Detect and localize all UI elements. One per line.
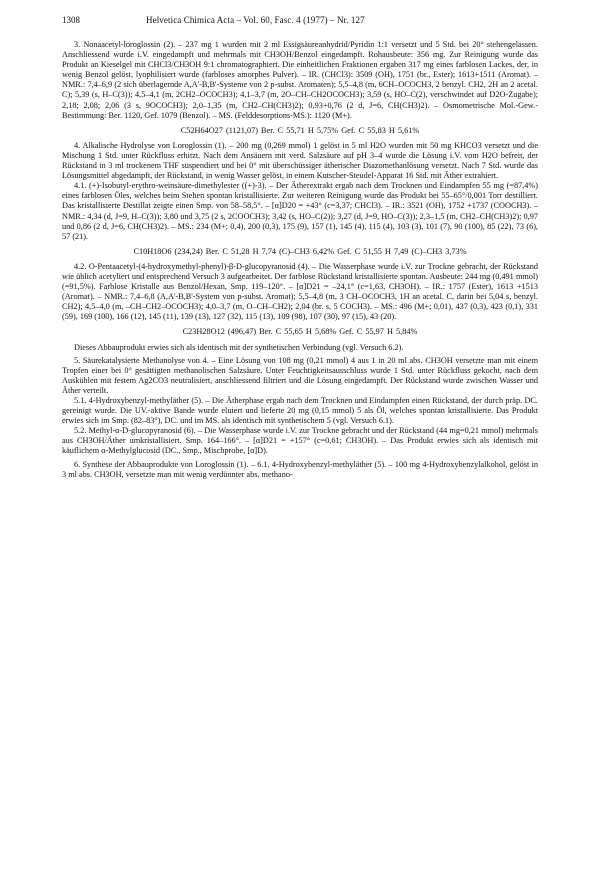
identity-note: Dieses Abbauprodukt erwies sich als identisch mit der synthetischen Verbindung (vgl. Versuch 6.2). bbox=[74, 342, 404, 352]
subsection-4-2: 4.2. O-Pentaacetyl-(4-hydroxymethyl-phenyl)-β-D-glucopyranosid (4). – Die Wasserphase wurde i.V. zur Trockne gebracht, der Rückstand wie üblich acetyliert und entsprechend Versuch 3 aufgearbeitet. Der farblose Rückstand kristallisierte spontan. Ausbeute: 244 mg (0,491 mmol) (=91,5%). Farblose Kristalle aus Benzol/Hexan, Smp. 119–120°. – [α]D21 = –24,1° (c=1,63, CH3OH). – IR.: 1757 (Ester), 1613 +1513 (Aromat). – NMR.: 7,4–6,8 (A,A'-B,B'-System von p-subst. Aromat); 5,5–4,8 (m, 3 CH–OCOCH3, 1H an acetal. C, darin bei 5,04 s, benzyl. CH2); 4,5–4,0 (m, –CH–CH2–OCOCH3); 4,0–3,7 (m, O–CH–CH2); 2,04 (br. s, 5 COCH3). – MS.: 496 (M+; 0,01), 437 (0,3), 423 (0,1), 331 (59), 169 (100), 166 (12), 145 (11), 139 (13), 127 (32), 115 (13), 109 (98), 107 (30), 97 (15), 43 (20). bbox=[62, 261, 538, 322]
elemental-analysis-1: C52H64O27 (1121,07) Ber. C 55,71 H 5,75% Gef. C 55,83 H 5,61% bbox=[180, 125, 420, 135]
page-number: 1308 bbox=[62, 15, 80, 25]
section-5-methanolysis: 5. Säurekatalysierte Methanolyse von 4. – Eine Lösung von 108 mg (0,21 mmol) 4 aus 1 in 20 ml abs. CH3OH versetzte man mit einem Tropfen einer bei 0° gesättigten methanolischen Salzsäure. Unter Feuchtigkeitsausschluss wurde 1 Std. unter Rückfluss gekocht, nach dem Auskühlen mit festem Ag2CO3 neutralisiert, anschliessend filtriert und die Lösung eingedampft. Der Rückstand wurde zwischen Wasser und Äther verteilt. bbox=[62, 355, 538, 395]
section-4-alkaline-hydrolysis: 4. Alkalische Hydrolyse von Loroglossin (1). – 200 mg (0,269 mmol) 1 gelöst in 5 ml H2O wurden mit 50 mg KHCO3 versetzt und die Mischung 1 Std. unter Rückfluss erhitzt. Nach dem Ansäuern mit verd. Salzsäure auf pH 3–4 wurde die Lösung i.V. vom H2O befreit, der Rückstand in 3 ml trockenem THF suspendiert und bei 0° mit überschüssiger ätherischer Diazomethanlösung versetzt. Nach 7 Std. wurde das Lösungsmittel abgedampft, der Rückstand, in wenig Wasser gelöst, in einem Kutscher-Steudel-Apparat 16 Std. mit Äther extrahiert. bbox=[62, 140, 538, 181]
subsection-4-1: 4.1. (+)-Isobutyl-erythro-weinsäure-dimethylester ((+)-3). – Der Ätherextrakt ergab nach dem Trocknen und Eindampfen 55 mg (=87,4%) eines farblosen Öles, welches beim Stehen spontan kristallisierte. Zur weiteren Reinigung wurde das Produkt bei 55–65°/0,001 Torr destilliert. Das kristallisierte Destillat zeigte einen Smp. von 58–58,5°. – [α]D20 = +43° (c=3,37; CHCl3). – IR.: 3521 (OH), 1752 +1737 (COOCH3). – NMR.: 4,34 (d, J=9, H–C(3)); 3,80 und 3,75 (2 s, 2COOCH3); 3,42 (s, HO–C(2)); 3,27 (d, J=9, HO–C(3)); 2,3–1,5 (m, CH2–CH(CH3)2); 0,97 und 0,86 (2 d, J=6, CH(CH3)2). – MS.: 234 (M+; 0,4), 200 (0,3), 175 (9), 157 (1), 145 (4), 115 (4), 103 (3), 101 (7), 90 (100), 85 (22), 73 (6), 57 (21). bbox=[62, 181, 538, 241]
running-head bbox=[62, 14, 538, 28]
elemental-analysis-3: C23H28O12 (496,47) Ber. C 55,65 H 5,68% Gef. C 55,97 H 5,84% bbox=[182, 327, 418, 337]
section-3-nonaacetyl-loroglossin: 3. Nonaacetyl-loroglossin (2). – 237 mg 1 wurden mit 2 ml Essigsäureanhydrid/Pyridin 1:1 versetzt und 5 Std. bei 20° stehengelassen. Anschliessend wurde i.V. eingedampft und mehrmals mit CH3OH/Benzol eingedampft. Rohausbeute: 356 mg. Zur Reinigung wurde das Produkt an Kieselgel mit CHCl3/CH3OH 9:1 chromatographiert. Die einheitlichen Fraktionen ergaben 317 mg eines farblosen Lackes, der, in wenig Benzol gelöst, lyophilisiert wurde (farbloses amorphes Pulver). – IR. (CHCl3): 3509 (OH), 1751 (br., Ester); 1613+1511 (Aromat). – NMR.: 7,4–6,9 (2 sich überlagernde A,A'-B,B'-Systeme von 2 p-subst. Aromaten); 5,5–4,8 (m, 6CH–OCOCH3, 2 benzyl. CH2, 2H an 2 acetal. C); 5,39 (s, H–C(3)); 4,5–4,1 (m, 2CH2–OCOCH3); 4,1–3,7 (m, 2O–CH–CH2OCOCH3); 3,59 (s, HO–C(2), verschwindet auf D2O-Zugabe); 2,18; 2,08; 2,06 (3 s, 9OCOCH3); 2,0–1,35 (m, CH2–CH(CH3)2); 0,93+0,76 (2 d, J=6, CH(CH3)2). – Osmometrische Mol.-Gew.-Bestimmung: Ber. 1120, Gef. 1079 (Benzol). – MS. (Felddesorptions-MS.): 1120 (M+). bbox=[62, 40, 538, 120]
subsection-5-1: 5.1. 4-Hydroxybenzyl-methyläther (5). – Die Ätherphase ergab nach dem Trocknen und Eindampfen einen Rückstand, der durch präp. DC. gereinigt wurde. Die UV.-aktive Bande wurde eluiert und lieferte 20 mg (0,15 mmol) 5 als Öl, welches spontan kristallisierte. Das Produkt erwies sich im Smp. (82–83°), DC. und im MS. als identisch mit synthetischem 5 (vgl. Versuch 6.1). bbox=[62, 396, 538, 426]
journal-title: Helvetica Chimica Acta – Vol. 60, Fasc. 4 (1977) – Nr. 127 bbox=[146, 15, 365, 25]
section-6-synthesis: 6. Synthese der Abbauprodukte von Loroglossin (1). – 6.1. 4-Hydroxybenzyl-methyläther (5). – 100 mg 4-Hydroxybenzylalkohol, gelöst in 3 ml abs. CH3OH, versetzte man mit wenig verdünnter abs. methano- bbox=[62, 459, 538, 479]
elemental-analysis-2: C10H18O6 (234,24) Ber. C 51,28 H 7,74 (C)–CH3 6,42% Gef. C 51,55 H 7,49 (C)–CH3 3,73% bbox=[133, 246, 467, 256]
subsection-5-2: 5.2. Methyl-α-D-glucopyranosid (6). – Die Wasserphase wurde i.V. zur Trockne gebracht und der Rückstand (44 mg=0,21 mmol) mehrmals aus CH3OH/Äther umkristallisiert. Smp. 164–166°. – [α]D21 = +157° (c=0,61; CH3OH). – Das Produkt erwies sich als identisch mit käuflichem α-Methylglucosid (DC., Smp., Mischprobe, [α]D). bbox=[62, 426, 538, 456]
